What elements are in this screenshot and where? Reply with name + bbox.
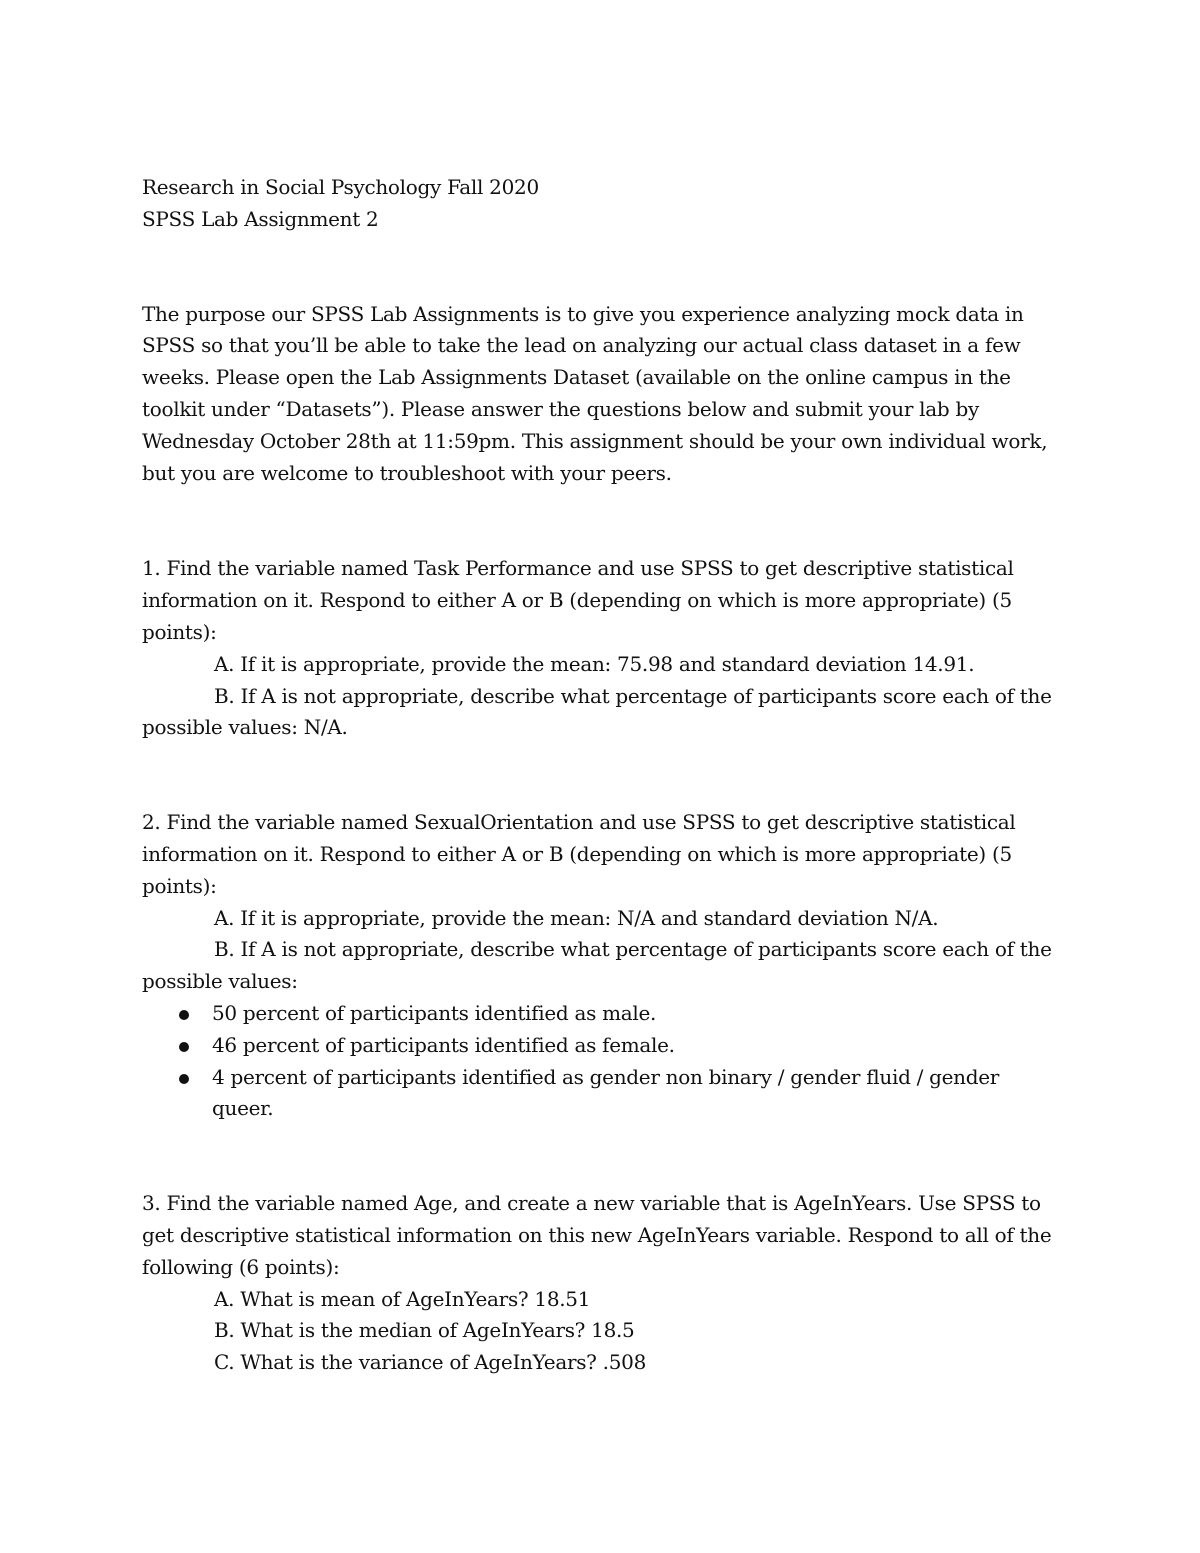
question-2-answer-list — [142, 998, 1057, 1125]
question-2-part-a: A. If it is appropriate, provide the mean: N/A and standard deviation N/A. — [214, 905, 939, 930]
question-1-part-a: A. If it is appropriate, provide the mean: 75.98 and standard deviation 14.91. — [214, 651, 975, 676]
list-item — [142, 998, 1057, 1030]
list-item — [142, 1030, 1057, 1062]
question-1-part-b: B. If A is not appropriate, describe what percentage of participants score each of the possible values: N/A. — [142, 683, 1052, 740]
bullet-icon — [179, 1010, 189, 1020]
question-2-part-b: B. If A is not appropriate, describe what percentage of participants score each of the possible values: — [142, 937, 1052, 994]
question-3-part-b: B. What is the median of AgeInYears? 18.5 — [214, 1318, 635, 1343]
question-1-prompt: 1. Find the variable named Task Performance and use SPSS to get descriptive statistical information on it. Respond to either A or B (depending on which is more appropriate) (5 points): — [142, 556, 1014, 644]
document-header — [142, 172, 1057, 236]
question-3 — [142, 1188, 1057, 1379]
list-item-text: 4 percent of participants identified as gender non binary / gender fluid / gender queer. — [212, 1064, 1000, 1121]
list-item — [142, 1062, 1057, 1126]
bullet-icon — [179, 1042, 189, 1052]
assignment-title: SPSS Lab Assignment 2 — [142, 206, 379, 231]
question-2-prompt: 2. Find the variable named SexualOrientation and use SPSS to get descriptive statistical information on it. Respond to either A or B (depending on which is more appropriate) (5 points): — [142, 810, 1016, 898]
question-2 — [142, 807, 1057, 1125]
question-3-part-a: A. What is mean of AgeInYears? 18.51 — [214, 1286, 591, 1311]
bullet-icon — [179, 1074, 189, 1084]
question-1 — [142, 553, 1057, 744]
list-item-text: 46 percent of participants identified as female. — [212, 1032, 675, 1057]
question-3-prompt: 3. Find the variable named Age, and create a new variable that is AgeInYears. Use SPSS to get descriptive statistical information on this new AgeInYears variable. Respond to all of the following (6 points): — [142, 1191, 1052, 1279]
list-item-text: 50 percent of participants identified as male. — [212, 1000, 657, 1025]
document-page — [142, 172, 1057, 1379]
course-title: Research in Social Psychology Fall 2020 — [142, 175, 539, 199]
question-3-part-c: C. What is the variance of AgeInYears? .508 — [214, 1350, 646, 1375]
intro-paragraph: The purpose our SPSS Lab Assignments is to give you experience analyzing mock data in SPSS so that you’ll be able to take the lead on analyzing our actual class dataset in a few weeks. Please open the Lab Assignments Dataset (available on the online campus in the toolkit under “Datasets”). Please answer the questions below and submit your lab by Wednesday October 28th at 11:59pm. This assignment should be your own individual work, but you are welcome to troubleshoot with your peers. — [142, 301, 1048, 485]
